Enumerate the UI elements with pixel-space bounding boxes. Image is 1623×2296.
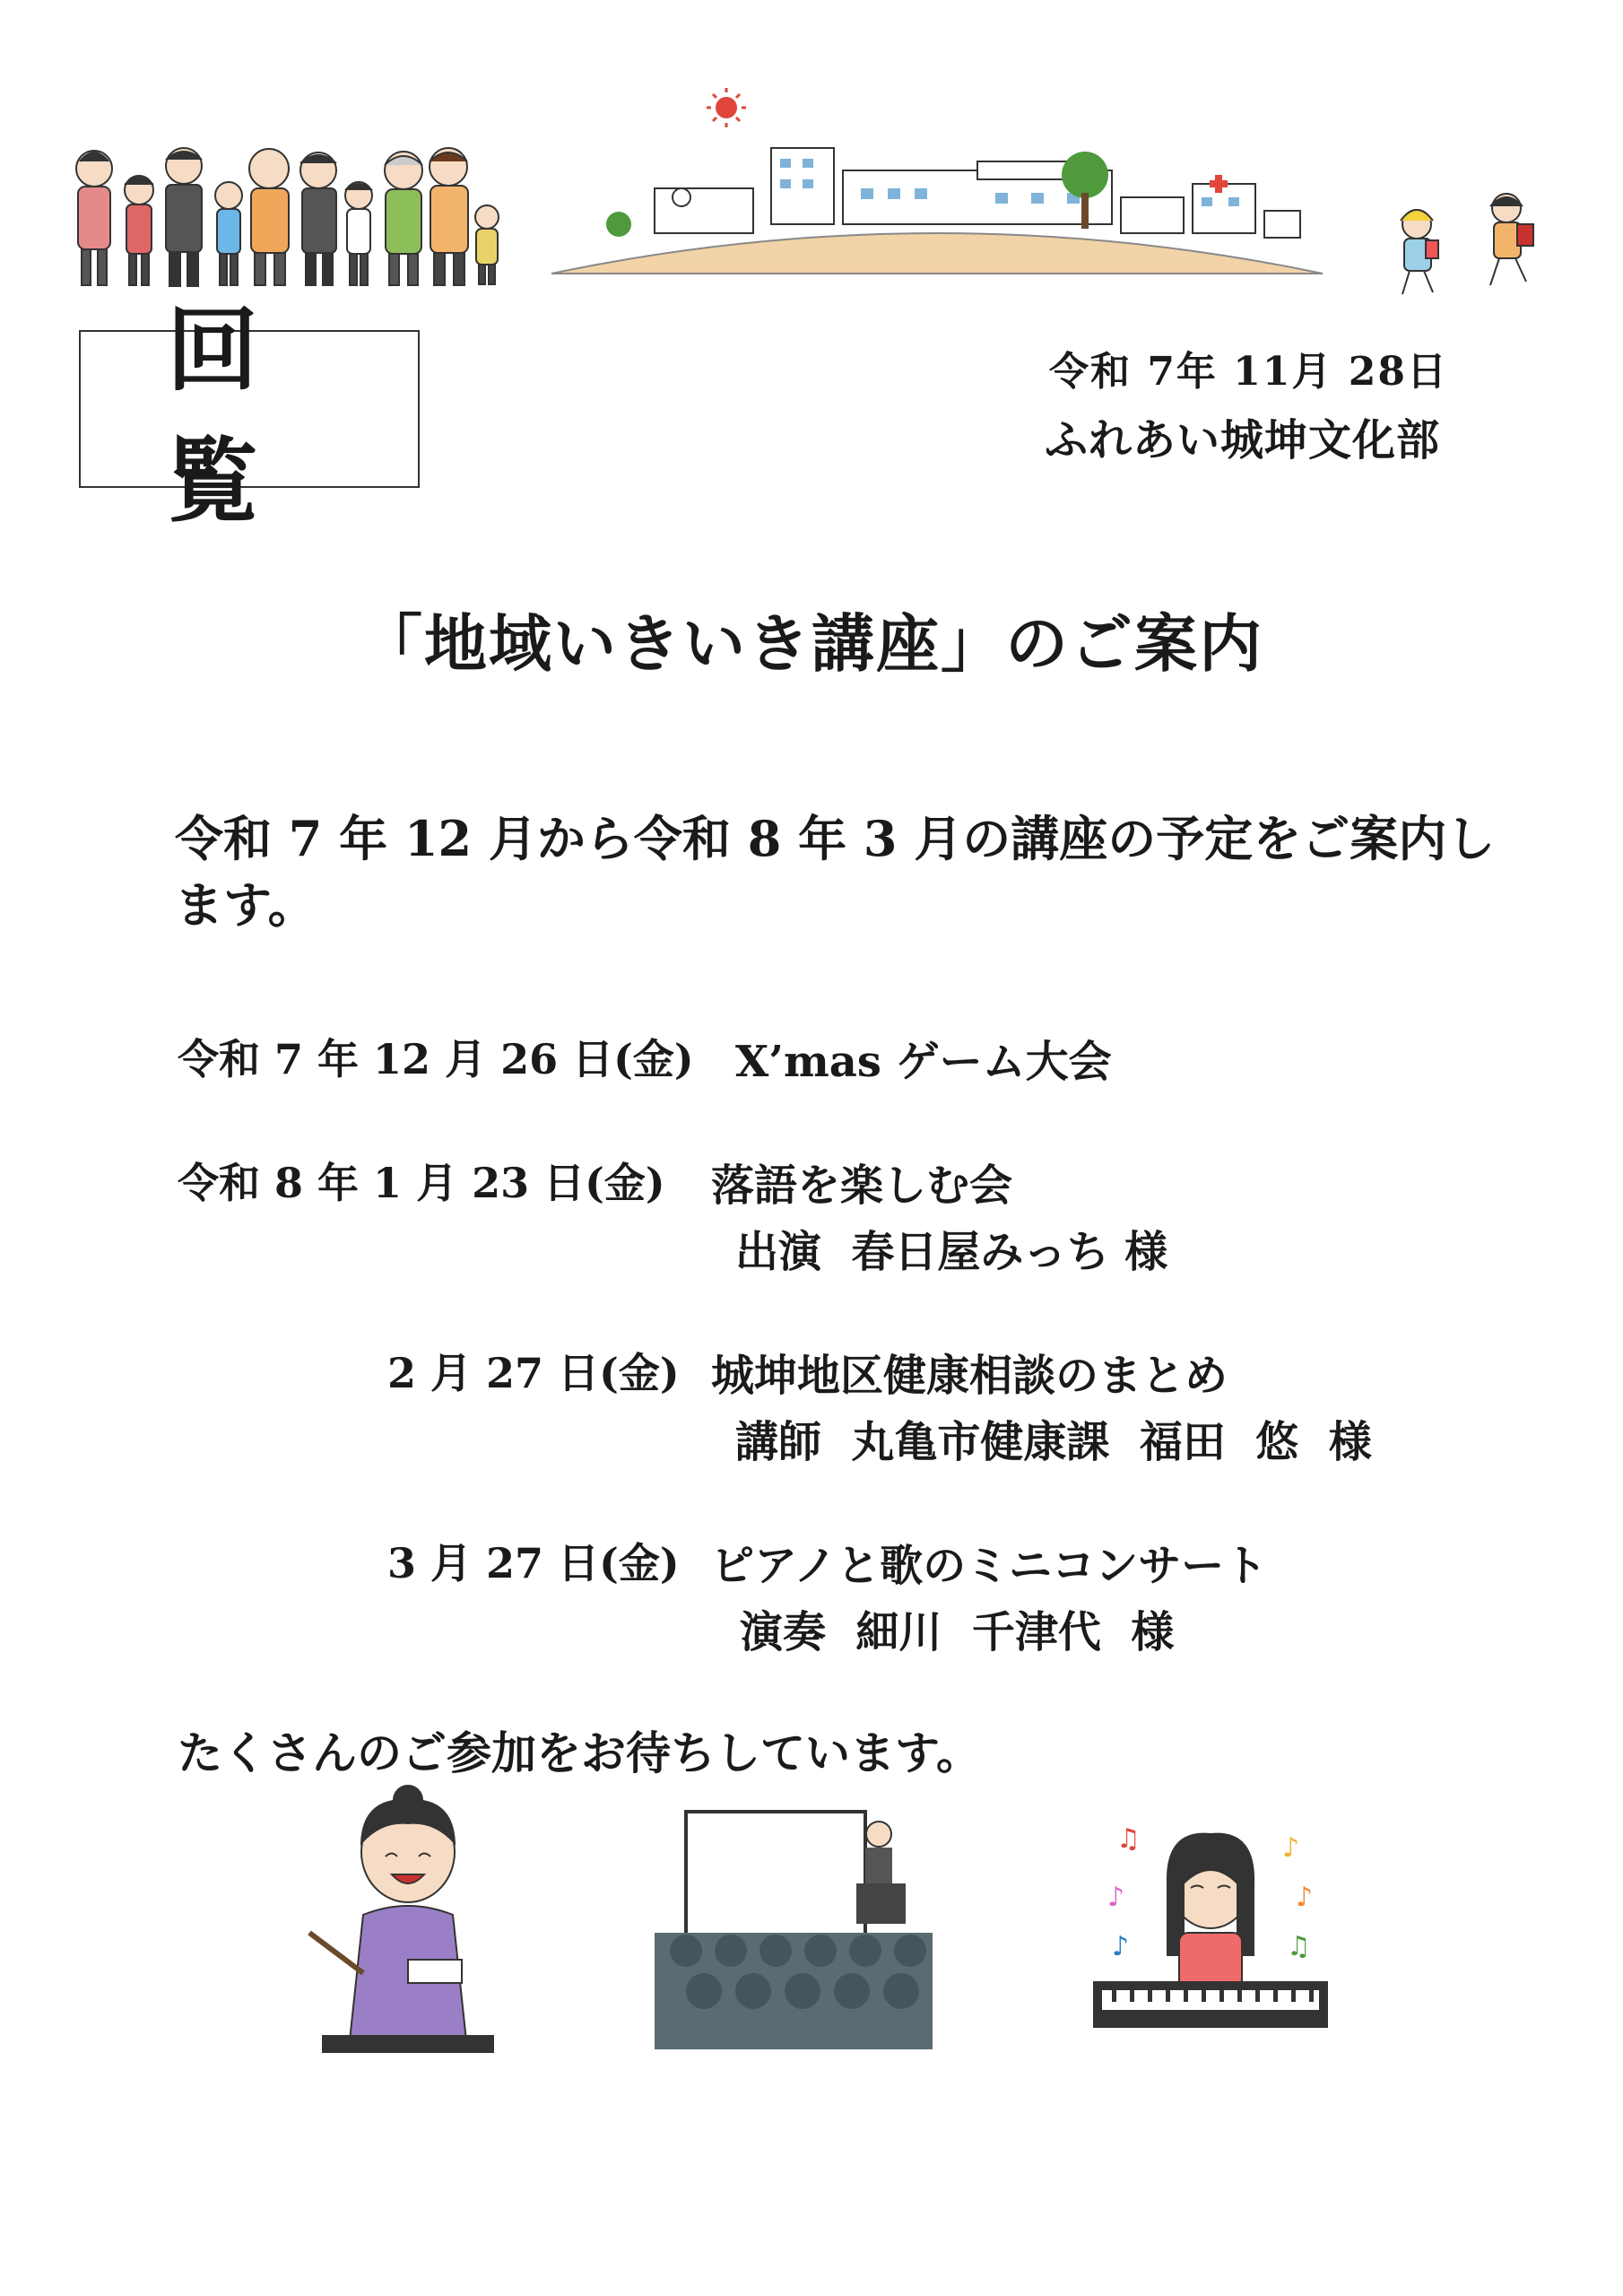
closing-text: たくさんのご参加をお待ちしています。	[178, 1726, 981, 1779]
event-date: 令和 7 年 12 月 26 日(金)	[178, 1035, 694, 1083]
event-title: X’mas ゲーム大会	[735, 1037, 1112, 1087]
svg-text:♪: ♪	[1112, 1931, 1130, 1962]
event-performer: 出演 春日屋みっち 様	[735, 1227, 1168, 1277]
event-title: 落語を楽しむ会	[711, 1161, 1013, 1211]
page-title: 「地域いきいき講座」のご案内	[360, 606, 1263, 681]
svg-text:♫: ♫	[1287, 1931, 1311, 1962]
event-lecturer: 講師 丸亀市健康課 福田 悠 様	[735, 1417, 1372, 1467]
circulation-label: 回 覧	[167, 297, 344, 535]
event-performer: 演奏 細川 千津代 様	[740, 1607, 1175, 1657]
organization-name: ふれあい城坤文化部	[1045, 415, 1441, 465]
event-title: 城坤地区健康相談のまとめ	[711, 1351, 1228, 1401]
event-title: ピアノと歌のミニコンサート	[711, 1541, 1268, 1591]
svg-text:♪: ♪	[1282, 1832, 1300, 1864]
rakugo-performer-icon	[300, 1780, 516, 2058]
issue-date: 令和 7年 11月 28日	[1049, 349, 1449, 395]
lecture-audience-icon	[650, 1807, 937, 2054]
svg-text:♪: ♪	[1107, 1882, 1125, 1913]
town-skyline-icon	[547, 85, 1327, 278]
circulation-label-box	[79, 297, 420, 535]
intro-text: 令和 7 年 12 月から令和 8 年 3 月の講座の予定をご案内します。	[175, 810, 1496, 934]
event-date: 令和 8 年 1 月 23 日(金)	[178, 1159, 665, 1207]
svg-text:♪: ♪	[1296, 1882, 1314, 1913]
piano-singer-icon	[1085, 1821, 1336, 2040]
schoolchildren-icon	[1381, 188, 1560, 300]
svg-text:♫: ♫	[1116, 1823, 1141, 1855]
event-date: 2 月 27 日(金)	[387, 1349, 680, 1397]
event-date: 3 月 27 日(金)	[387, 1539, 680, 1587]
people-group-icon	[67, 144, 542, 291]
